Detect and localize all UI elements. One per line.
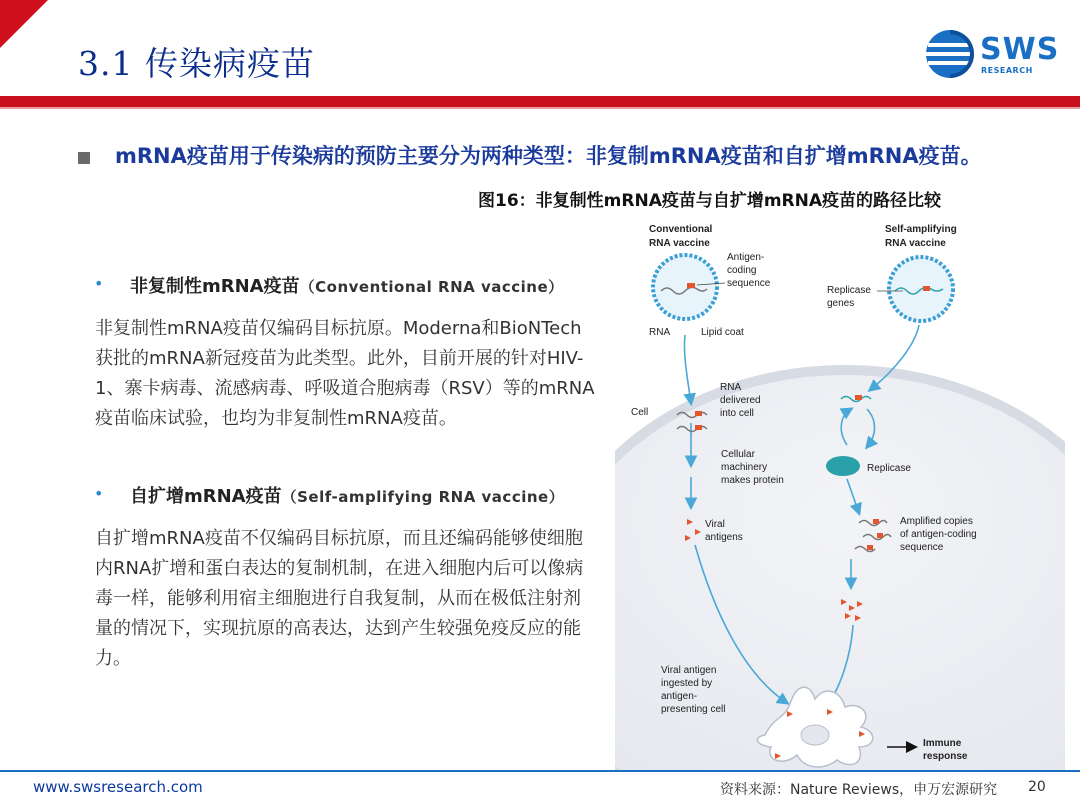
arrow-delivery: [684, 335, 691, 403]
label-antigen-3: sequence: [727, 278, 771, 289]
label-ingested: Viral antigen: [661, 665, 717, 676]
label-cell: Cell: [631, 407, 649, 418]
label-conventional-2: RNA vaccine: [649, 238, 710, 249]
section-heading-cn: 自扩增mRNA疫苗: [130, 486, 282, 507]
label-amplified-2: of antigen-coding: [900, 529, 977, 540]
conventional-lnp-icon: [653, 255, 717, 319]
label-cellular-3: makes protein: [721, 475, 784, 486]
title-divider-shadow: [0, 107, 1080, 109]
intro-statement: mRNA疫苗用于传染病的预防主要分为两种类型：非复制mRNA疫苗和自扩增mRNA疫苗。: [115, 144, 982, 168]
replicase-icon: [826, 456, 860, 476]
vaccine-pathway-diagram: [615, 215, 1065, 770]
selfamp-lnp-icon: [889, 257, 953, 321]
label-ingested-3: antigen-: [661, 691, 698, 702]
logo-wordmark: SWS: [980, 32, 1060, 67]
label-conventional: Conventional: [649, 224, 713, 235]
section-bullet-icon: •: [94, 484, 104, 503]
label-cellular: Cellular: [721, 449, 755, 460]
footer-website-link[interactable]: www.swsresearch.com: [33, 778, 203, 796]
label-ingested-4: presenting cell: [661, 704, 726, 715]
label-replicase: Replicase: [867, 463, 911, 474]
section-heading-cn: 非复制性mRNA疫苗: [130, 276, 300, 297]
section-heading-en: （Self-amplifying RNA vaccine）: [281, 488, 565, 506]
sws-globe-icon: [924, 28, 978, 80]
label-antigen-2: coding: [727, 265, 757, 276]
label-viral: Viral: [705, 519, 725, 530]
section-body-conventional: 非复制性mRNA疫苗仅编码目标抗原。Moderna和BioNTech获批的mRNA新冠疫苗为此类型。此外，目前开展的针对HIV-1、寨卡病毒、流感病毒、呼吸道合胞病毒（RSV）等的mRNA疫苗临床试验，也均为非复制性mRNA疫苗。: [95, 318, 595, 429]
page-number: 20: [1028, 779, 1046, 795]
label-ingested-2: ingested by: [661, 678, 713, 689]
label-immune: Immune: [923, 738, 962, 749]
label-amplified-3: sequence: [900, 542, 944, 553]
figure-title: 图16：非复制性mRNA疫苗与自扩增mRNA疫苗的路径比较: [478, 191, 942, 211]
label-cellular-2: machinery: [721, 462, 768, 473]
label-replicase-genes: Replicase: [827, 285, 871, 296]
label-amplified: Amplified copies: [900, 516, 973, 527]
label-immune-2: response: [923, 751, 968, 762]
section-heading-conventional: [130, 272, 564, 298]
label-selfamp: Self-amplifying: [885, 224, 957, 235]
label-replicase-genes-2: genes: [827, 298, 855, 309]
label-delivered-2: delivered: [720, 395, 761, 406]
label-antigen: Antigen-: [727, 252, 765, 263]
page-title: 3.1 传染病疫苗: [78, 44, 315, 83]
logo-subtext: RESEARCH: [981, 66, 1033, 75]
section-body-selfamp: 自扩增mRNA疫苗不仅编码目标抗原，而且还编码能够使细胞内RNA扩增和蛋白表达的复制机制，在进入细胞内后可以像病毒一样，能够利用宿主细胞进行自我复制，从而在极低注射剂量的情况下，实现抗原的高表达，达到产生较强免疫反应的能力。: [95, 528, 584, 669]
footer-divider: [0, 770, 1080, 772]
label-lipid-coat: Lipid coat: [701, 327, 744, 338]
footer-source: 资料来源：Nature Reviews，申万宏源研究: [720, 782, 998, 798]
title-divider: [0, 96, 1080, 107]
section-heading-selfamp: [130, 482, 564, 508]
label-selfamp-2: RNA vaccine: [885, 238, 946, 249]
label-delivered: RNA: [720, 382, 742, 393]
label-rna: RNA: [649, 327, 671, 338]
square-bullet-icon: [78, 152, 90, 164]
sws-logo: [924, 28, 1064, 80]
section-bullet-icon: •: [94, 274, 104, 293]
label-viral-2: antigens: [705, 532, 743, 543]
label-delivered-3: into cell: [720, 408, 754, 419]
section-heading-en: （Conventional RNA vaccine）: [299, 278, 564, 296]
corner-decoration: [0, 0, 48, 48]
